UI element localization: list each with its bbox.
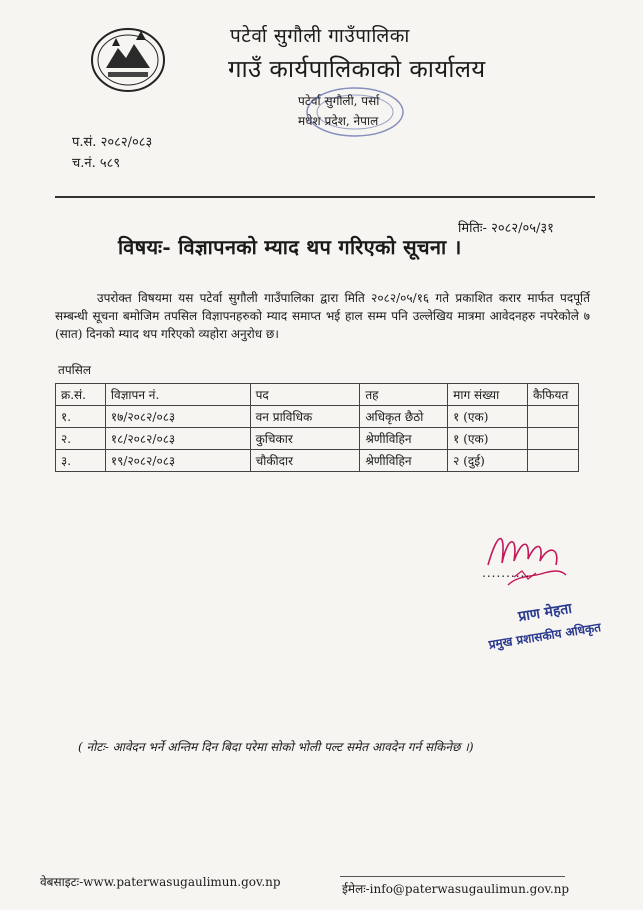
cell-serial: ३. xyxy=(56,450,106,472)
cell-level: श्रेणीविहिन xyxy=(360,428,448,450)
header-demand: माग संख्या xyxy=(448,384,528,406)
municipality-name: पटेर्वा सुगौली गाउँपालिका xyxy=(230,25,410,47)
reference-number: प.सं. २०८२/०८३ xyxy=(72,135,153,150)
subject-line: विषयः- विज्ञापनको म्याद थप गरिएको सूचना । xyxy=(118,235,462,259)
footnote: ( नोटः- आवेदन भर्ने अन्तिम दिन बिदा परेमा सोको भोली पल्ट समेत आवदेन गर्न सकिनेछ ।) xyxy=(78,740,474,754)
officer-name-stamp: प्राण मेहता xyxy=(517,600,573,626)
cell-serial: २. xyxy=(56,428,106,450)
issue-date: मितिः- २०८२/०५/३१ xyxy=(458,221,554,236)
header-divider xyxy=(55,196,595,198)
cell-post: वन प्राविधिक xyxy=(250,406,360,428)
cell-post: कुचिकार xyxy=(250,428,360,450)
cell-demand: २ (दुई) xyxy=(448,450,528,472)
cell-serial: १. xyxy=(56,406,106,428)
footer-email: ईमेलः-info@paterwasugaulimun.gov.np xyxy=(342,882,570,896)
handwritten-signature xyxy=(478,525,573,600)
province-line: मधेश प्रदेश, नेपाल xyxy=(298,114,379,128)
table-row xyxy=(56,428,579,450)
dispatch-number: च.नं. ५८९ xyxy=(72,156,121,171)
address-line: पटेर्वा सुगौली, पर्सा xyxy=(298,94,380,108)
cell-post: चौकीदार xyxy=(250,450,360,472)
cell-remarks xyxy=(527,428,578,450)
table-row xyxy=(56,406,579,428)
table-header-row xyxy=(56,384,579,406)
cell-demand: १ (एक) xyxy=(448,428,528,450)
notice-body: उपरोक्त विषयमा यस पटेर्वा सुगौली गाउँपालिका द्वारा मिति २०८२/०५/१६ गते प्रकाशित करार मार्फत पदपूर्ति सम्बन्धी सूचना बमोजिम तपसिल विज्ञापनहरुको म्याद समाप्त भई हाल सम्म पनि उल्लेखिय मात्रमा आवेदनहरु नपरेकोले ७ (सात) दिनको म्याद थप गरिएको व्यहोरा अनुरोध छ। xyxy=(55,291,590,341)
nepal-emblem-logo xyxy=(88,22,168,94)
cell-remarks xyxy=(527,406,578,428)
cell-remarks xyxy=(527,450,578,472)
footer-website: वेबसाइटः-www.paterwasugaulimun.gov.np xyxy=(40,875,281,889)
cell-level: श्रेणीविहिन xyxy=(360,450,448,472)
header-remarks: कैफियत xyxy=(527,384,578,406)
cell-demand: १ (एक) xyxy=(448,406,528,428)
cell-ad-number: १८/२०८२/०८३ xyxy=(105,428,250,450)
header-level: तह xyxy=(360,384,448,406)
cell-level: अधिकृत छैठो xyxy=(360,406,448,428)
office-seal-stamp xyxy=(300,82,410,142)
footer-divider xyxy=(340,876,565,877)
table-row xyxy=(56,450,579,472)
cell-ad-number: १७/२०८२/०८३ xyxy=(105,406,250,428)
cell-ad-number: १९/२०८२/०८३ xyxy=(105,450,250,472)
header-ad-number: विज्ञापन नं. xyxy=(105,384,250,406)
header-post: पद xyxy=(250,384,360,406)
details-label: तपसिल xyxy=(58,363,92,377)
header-serial: क्र.सं. xyxy=(56,384,106,406)
office-name: गाउँ कार्यपालिकाको कार्यालय xyxy=(228,55,486,83)
signature-line: .......... xyxy=(482,566,531,580)
vacancy-table xyxy=(55,383,579,472)
officer-designation-stamp: प्रमुख प्रशासकीय अधिकृत xyxy=(487,620,602,652)
